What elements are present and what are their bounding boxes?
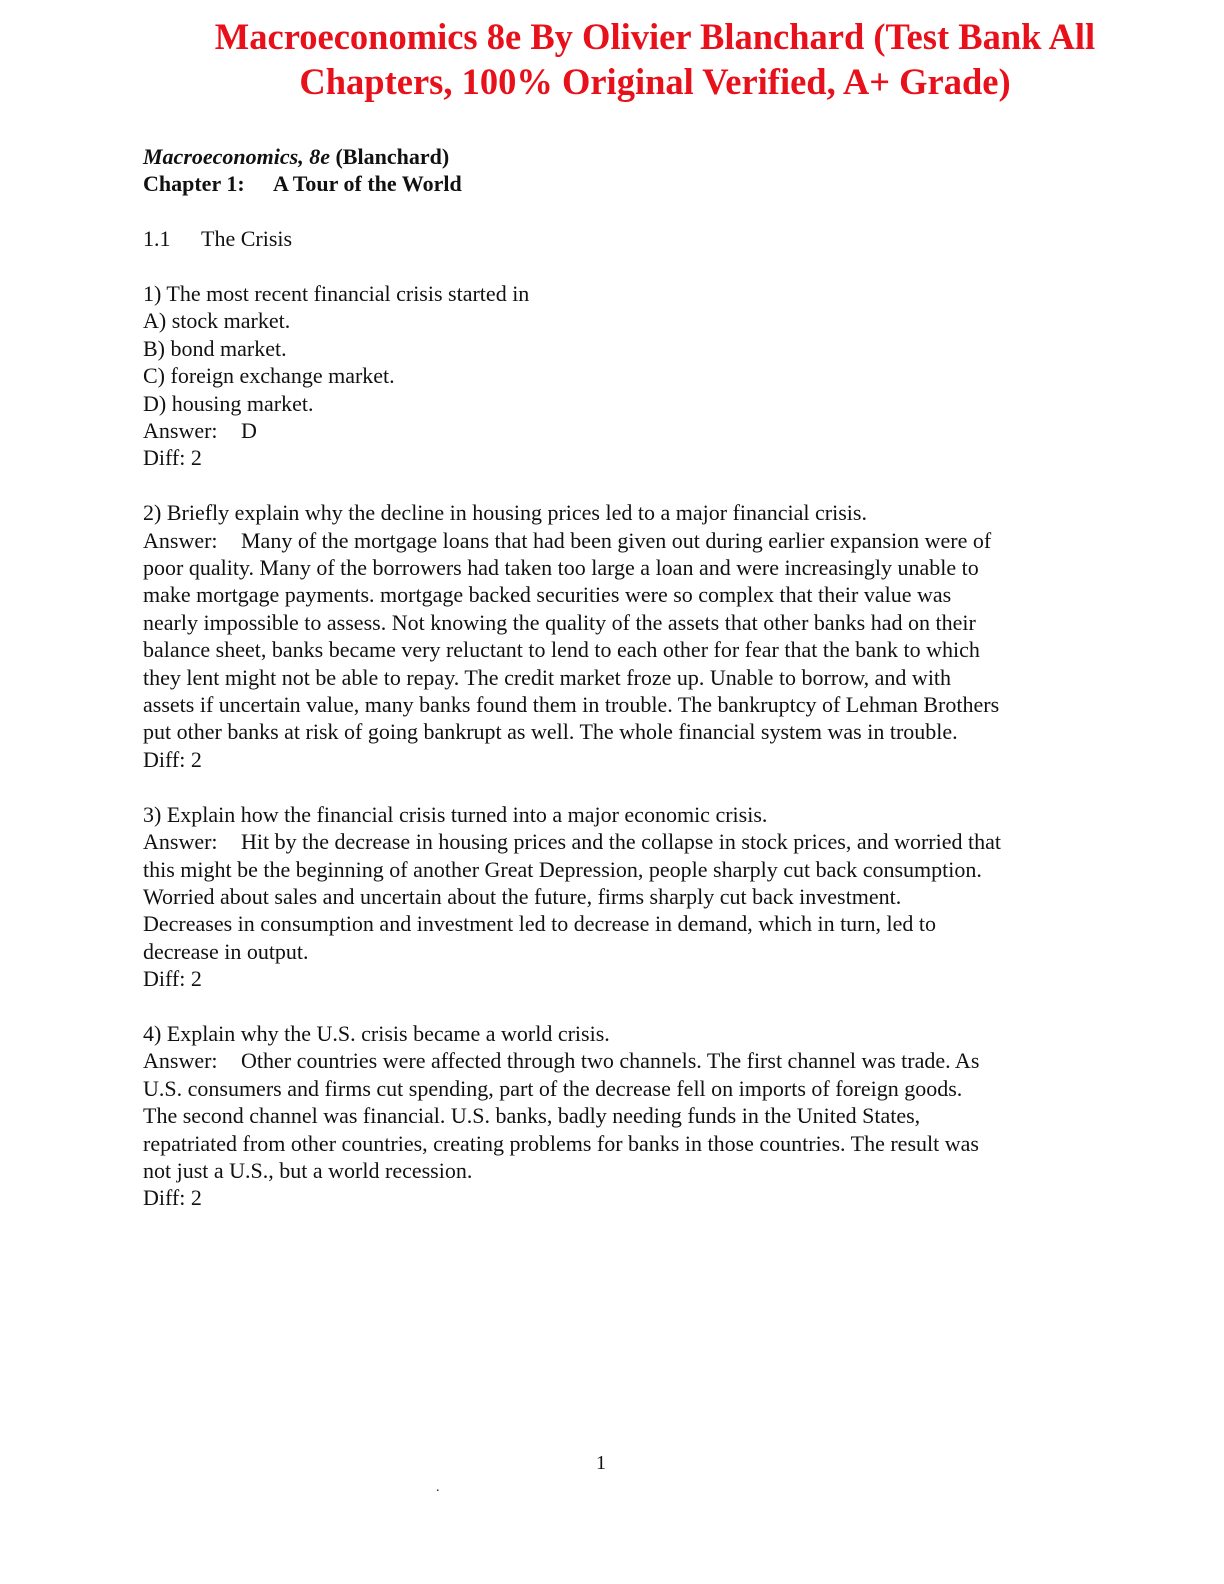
answer-label: Answer:: [143, 1048, 218, 1074]
answer-line: [143, 417, 1103, 444]
question-block: [143, 801, 1103, 993]
question-prompt: 1) The most recent financial crisis started in: [143, 281, 530, 306]
answer-choice: D) housing market.: [143, 390, 314, 416]
section-number: 1.1: [143, 226, 171, 252]
difficulty-label: Diff: 2: [143, 746, 202, 772]
answer-text: nearly impossible to assess. Not knowing the quality of the assets that other banks had on their: [143, 609, 976, 635]
answer-choice: C) foreign exchange market.: [143, 363, 395, 389]
book-author: (Blanchard): [335, 144, 450, 169]
document-body: [143, 143, 1103, 1212]
answer-text: Other countries were affected through two channels. The first channel was trade. As: [241, 1048, 980, 1074]
answer-text: Hit by the decrease in housing prices and the collapse in stock prices, and worried that: [241, 829, 1001, 855]
answer-text: decrease in output.: [143, 938, 309, 964]
answer-text: put other banks at risk of going bankrupt as well. The whole financial system was in trouble.: [143, 719, 958, 745]
question-block: [143, 280, 1103, 472]
question-prompt: 4) Explain why the U.S. crisis became a world crisis.: [143, 1020, 610, 1046]
answer-value: D: [241, 418, 257, 444]
question-prompt: 2) Briefly explain why the decline in housing prices led to a major financial crisis.: [143, 500, 867, 526]
answer-text: not just a U.S., but a world recession.: [143, 1157, 473, 1183]
answer-text: repatriated from other countries, creating problems for banks in those countries. The result was: [143, 1130, 979, 1156]
answer-text: The second channel was financial. U.S. banks, badly needing funds in the United States,: [143, 1103, 921, 1129]
footer-mark: .: [436, 1480, 440, 1495]
chapter-heading: [143, 170, 1103, 197]
answer-label: Answer:: [143, 418, 218, 444]
section-heading: [143, 225, 1103, 252]
banner-line-2: Chapters, 100% Original Verified, A+ Grade): [299, 61, 1011, 102]
question-block: [143, 1020, 1103, 1212]
banner-line-1: Macroeconomics 8e By Olivier Blanchard (Test Bank All: [214, 16, 1096, 57]
question-prompt: 3) Explain how the financial crisis turned into a major economic crisis.: [143, 801, 768, 827]
answer-text: Worried about sales and uncertain about the future, firms sharply cut back investment.: [143, 883, 902, 909]
answer-text: they lent might not be able to repay. The credit market froze up. Unable to borrow, and with: [143, 664, 952, 690]
answer-choice: A) stock market.: [143, 308, 291, 334]
question-block: [143, 499, 1103, 773]
answer-text: Many of the mortgage loans that had been given out during earlier expansion were of: [241, 527, 992, 553]
answer-line: [143, 1047, 1103, 1074]
book-heading: [143, 143, 1103, 170]
answer-text: assets if uncertain value, many banks found them in trouble. The bankruptcy of Lehman Brothers: [143, 692, 1000, 718]
page-number: 1: [596, 1452, 606, 1474]
answer-text: make mortgage payments. mortgage backed securities were so complex that their value was: [143, 582, 952, 608]
difficulty-label: Diff: 2: [143, 966, 202, 992]
answer-text: this might be the beginning of another Great Depression, people sharply cut back consumption.: [143, 856, 982, 882]
answer-text: U.S. consumers and firms cut spending, part of the decrease fell on imports of foreign goods.: [143, 1075, 963, 1101]
difficulty-label: Diff: 2: [143, 445, 202, 471]
answer-text: poor quality. Many of the borrowers had taken too large a loan and were increasingly unable to: [143, 555, 979, 581]
answer-line: [143, 527, 1103, 554]
answer-choice: B) bond market.: [143, 335, 287, 361]
answer-line: [143, 828, 1103, 855]
section-title: The Crisis: [201, 226, 293, 252]
answer-label: Answer:: [143, 527, 218, 553]
answer-text: Decreases in consumption and investment led to decrease in demand, which in turn, led to: [143, 911, 936, 937]
book-title: Macroeconomics, 8e: [143, 144, 330, 169]
chapter-label: Chapter 1:: [143, 171, 245, 197]
page-banner-title: [130, 14, 1180, 104]
answer-label: Answer:: [143, 829, 218, 855]
answer-text: balance sheet, banks became very reluctant to lend to each other for fear that the bank to which: [143, 637, 980, 663]
chapter-title: A Tour of the World: [273, 171, 462, 197]
difficulty-label: Diff: 2: [143, 1185, 202, 1211]
